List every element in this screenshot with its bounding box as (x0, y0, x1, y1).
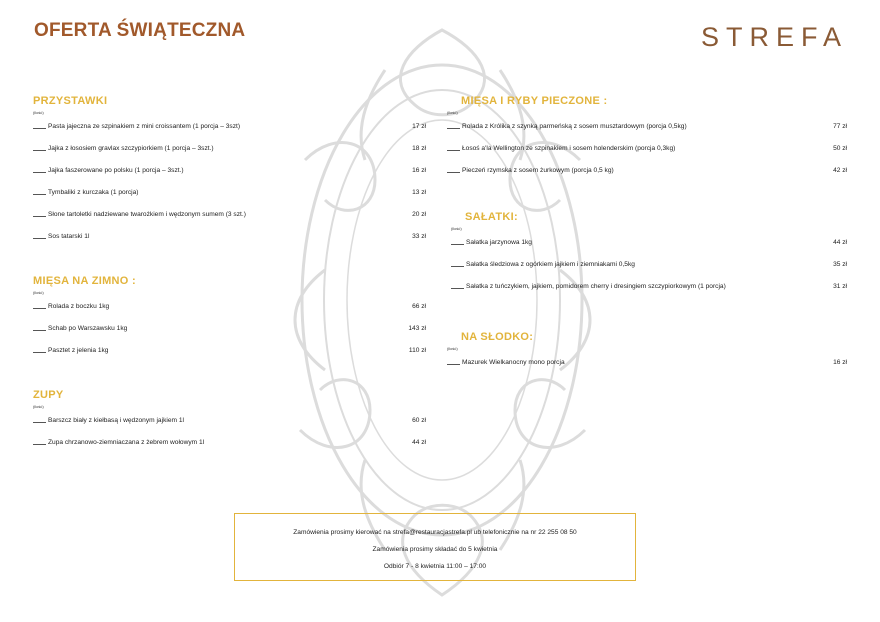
menu-item (33, 174, 426, 196)
quantity-blank[interactable] (451, 288, 464, 289)
menu-item (447, 130, 847, 152)
item-name: Sałatka jarzynowa 1kg (466, 239, 532, 246)
item-price: 16 zł (833, 359, 847, 366)
brand-logo: STREFA (700, 22, 848, 52)
item-name: Pieczeń rzymska z sosem żurkowym (porcja 0,5 kg) (462, 167, 614, 174)
quantity-blank[interactable] (33, 422, 46, 423)
quantity-blank[interactable] (33, 238, 46, 239)
item-price: 31 zł (833, 283, 847, 290)
quantity-blank[interactable] (33, 216, 46, 217)
item-name: Słone tartoletki nadziewane twarożkiem i wędzonym sumem (3 szt.) (48, 211, 246, 218)
item-name: Tymbaliki z kurczaka (1 porcja) (48, 189, 139, 196)
item-price: 16 zł (412, 167, 426, 174)
item-price: 44 zł (833, 239, 847, 246)
item-price: 66 zł (412, 303, 426, 310)
quantity-blank[interactable] (451, 244, 464, 245)
order-contact-text: Zamówienia prosimy kierować na strefa@restauracjastrefa.pl ub telefonicznie na nr 22 255 08 50 (293, 529, 577, 536)
quantity-blank[interactable] (451, 266, 464, 267)
quantity-label: (ilość) (33, 110, 44, 115)
quantity-label: (ilość) (33, 404, 44, 409)
quantity-blank[interactable] (33, 150, 46, 151)
quantity-label: (ilość) (451, 226, 462, 231)
item-price: 17 zł (412, 123, 426, 130)
quantity-blank[interactable] (447, 364, 460, 365)
quantity-blank[interactable] (33, 172, 46, 173)
section-title: SAŁATKI: (465, 211, 518, 223)
item-name: Jajka z łososiem gravlax szczypiorkiem (1 porcja – 3szt.) (48, 145, 214, 152)
item-name: Sos tatarski 1l (48, 233, 90, 240)
quantity-blank[interactable] (33, 352, 46, 353)
menu-item (447, 115, 847, 130)
item-price: 35 zł (833, 261, 847, 268)
item-name: Zupa chrzanowo-ziemniaczana z żebrem wołowym 1l (48, 439, 205, 446)
section-przystawki (33, 95, 426, 240)
section-na-slodko (447, 331, 847, 366)
item-name: Sałatka z tuńczykiem, jajkiem, pomidorem cherry i dresingiem szczypiorkowym (1 porcja) (466, 283, 726, 290)
menu-item (451, 246, 847, 268)
quantity-label: (ilość) (447, 110, 458, 115)
item-price: 18 zł (412, 145, 426, 152)
quantity-blank[interactable] (33, 330, 46, 331)
item-price: 77 zł (833, 123, 847, 130)
item-price: 110 zł (408, 347, 426, 354)
quantity-label: (ilość) (447, 346, 458, 351)
menu-item (33, 196, 426, 218)
item-name: Rolada z boczku 1kg (48, 303, 110, 310)
item-price: 13 zł (412, 189, 426, 196)
item-price: 44 zł (412, 439, 426, 446)
item-price: 20 zł (412, 211, 426, 218)
item-price: 143 zł (408, 325, 426, 332)
section-title: ZUPY (33, 389, 64, 401)
item-name: Mazurek Wielkanocny mono porcja (462, 359, 565, 366)
section-miesa-na-zimno (33, 275, 426, 354)
section-title: MIĘSA NA ZIMNO : (33, 275, 136, 287)
menu-item (33, 332, 426, 354)
menu-item (451, 268, 847, 290)
menu-item (33, 295, 426, 310)
quantity-blank[interactable] (447, 128, 460, 129)
section-title: MIĘSA I RYBY PIECZONE : (461, 95, 608, 107)
menu-item (33, 130, 426, 152)
pickup-time-text: Odbiór 7 - 8 kwietnia 11:00 – 17:00 (383, 563, 487, 570)
menu-item (33, 409, 426, 424)
menu-item (33, 310, 426, 332)
menu-item (447, 351, 847, 366)
quantity-label: (ilość) (33, 290, 44, 295)
item-name: Łosoś a'la Wellington ze szpinakiem i sosem holenderskim (porcja 0,3kg) (462, 145, 676, 152)
menu-item (33, 424, 426, 446)
menu-item (33, 152, 426, 174)
section-salatki (451, 211, 847, 290)
order-deadline-text: Zamówienia prosimy składać do 5 kwietnia (372, 546, 498, 553)
item-name: Schab po Warszawsku 1kg (48, 325, 128, 332)
menu-item (33, 218, 426, 240)
section-miesa-i-ryby (447, 95, 847, 174)
item-name: Sałatka śledziowa z ogórkiem jajkiem i ziemniakami 0,5kg (466, 261, 635, 268)
item-price: 60 zł (412, 417, 426, 424)
quantity-blank[interactable] (33, 444, 46, 445)
item-price: 50 zł (833, 145, 847, 152)
item-name: Pasta jajeczna ze szpinakiem z mini croissantem (1 porcja – 3szt) (48, 123, 241, 130)
page-title: OFERTA ŚWIĄTECZNA (34, 20, 246, 41)
quantity-blank[interactable] (33, 308, 46, 309)
menu-item (33, 115, 426, 130)
menu-item (451, 231, 847, 246)
quantity-blank[interactable] (33, 128, 46, 129)
section-title: NA SŁODKO: (461, 331, 534, 343)
item-price: 33 zł (412, 233, 426, 240)
order-info-box (234, 513, 636, 581)
item-price: 42 zł (833, 167, 847, 174)
quantity-blank[interactable] (447, 172, 460, 173)
section-zupy (33, 389, 426, 446)
item-name: Jajka faszerowane po polsku (1 porcja – 3szt.) (48, 167, 184, 174)
item-name: Pasztet z jelenia 1kg (48, 347, 109, 354)
item-name: Barszcz biały z kiełbasą i wędzonym jajkiem 1l (48, 417, 184, 424)
quantity-blank[interactable] (447, 150, 460, 151)
section-title: PRZYSTAWKI (33, 95, 108, 107)
menu-item (447, 152, 847, 174)
item-name: Rolada z Królika z szynką parmeńską z sosem musztardowym (porcja 0,5kg) (462, 123, 687, 130)
quantity-blank[interactable] (33, 194, 46, 195)
